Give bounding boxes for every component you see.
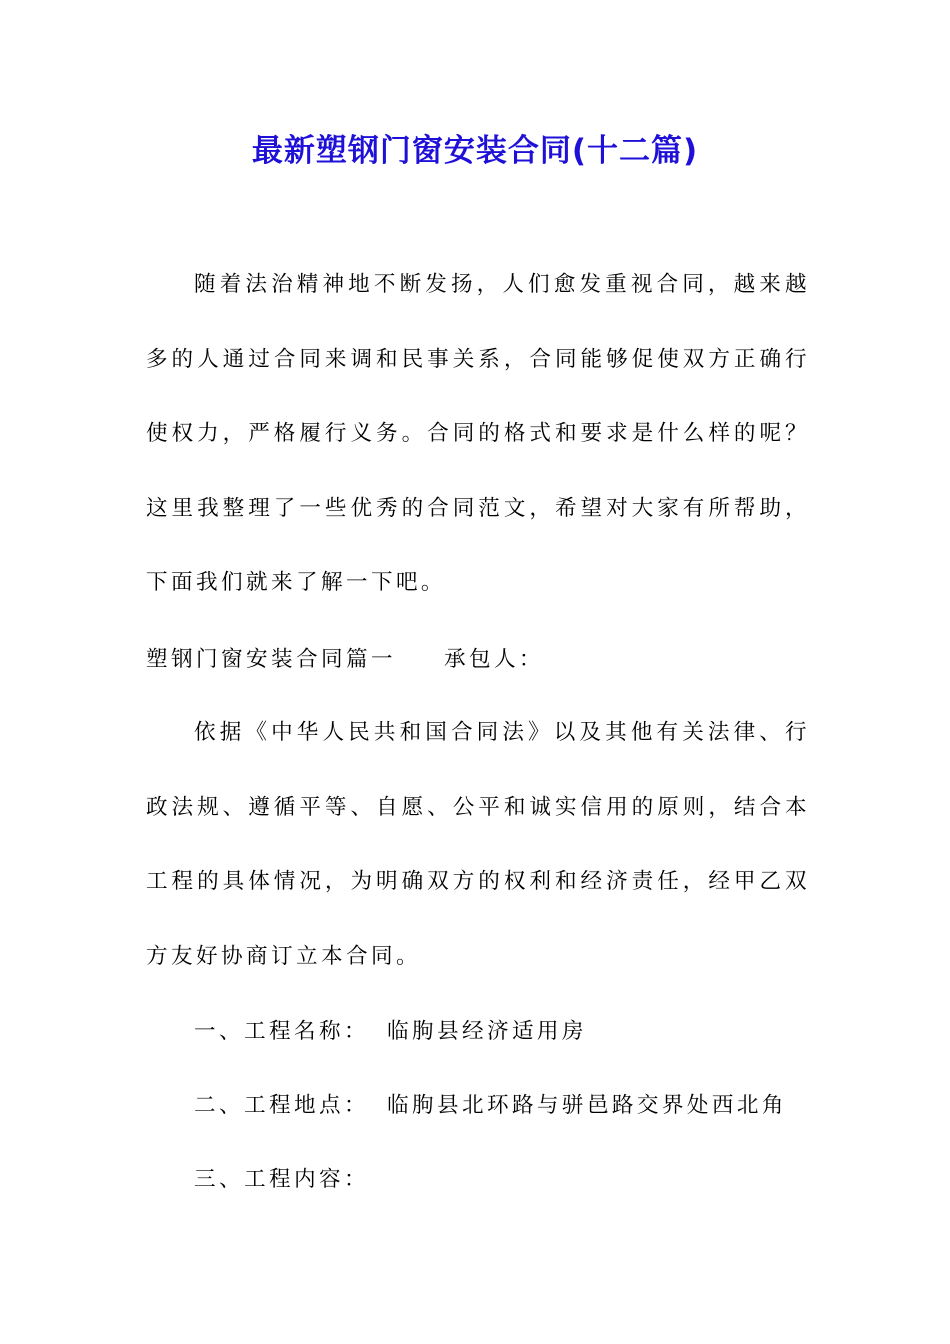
contractor-label: 承包人： <box>443 647 544 672</box>
clause-value: 临朐县北环路与骈邑路交界处西北角 <box>386 1093 787 1118</box>
clause-label: 二、工程地点： <box>194 1093 369 1118</box>
intro-paragraph: 随着法治精神地不断发扬，人们愈发重视合同，越来越多的人通过合同来调和民事关系，合同能够促使双方正确行使权力，严格履行义务。合同的格式和要求是什么样的呢？这里我整理了一些优秀的合同范文，希望对大家有所帮助，下面我们就来了解一下吧。 <box>146 272 810 595</box>
document-title: 最新塑钢门窗安装合同(十二篇) <box>251 133 699 169</box>
clause-item-project-location <box>194 1083 787 1129</box>
clause-item-project-name <box>194 1009 587 1055</box>
clause-label: 一、工程名称： <box>194 1019 369 1044</box>
section-heading: 塑钢门窗安装合同篇一 <box>146 647 396 672</box>
clause-label: 三、工程内容： <box>194 1167 369 1192</box>
basis-paragraph: 依据《中华人民共和国合同法》以及其他有关法律、行政法规、遵循平等、自愿、公平和诚实信用的原则，结合本工程的具体情况，为明确双方的权利和经济责任，经甲乙双方友好协商订立本合同。 <box>146 720 810 969</box>
clause-value: 临朐县经济适用房 <box>386 1019 587 1044</box>
section-heading-line <box>146 637 544 683</box>
clause-item-project-content <box>194 1157 369 1203</box>
